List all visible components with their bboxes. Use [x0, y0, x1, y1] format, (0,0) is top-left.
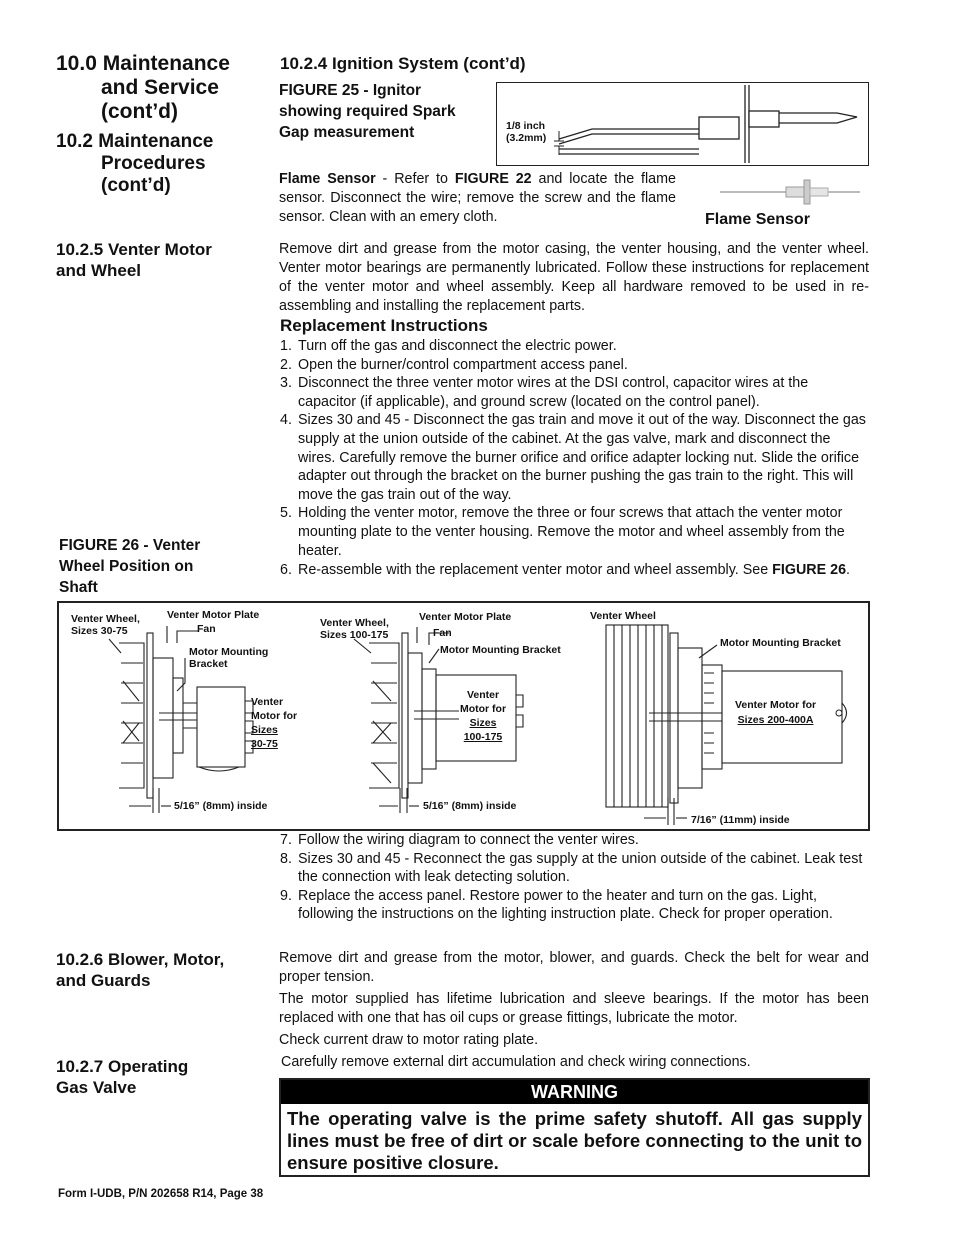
step-number: 3.: [280, 375, 292, 392]
subsection-title-line2: Procedures: [101, 153, 206, 174]
ignitor-drawing: [497, 83, 867, 164]
step-number: 2.: [280, 356, 292, 373]
section-title-line2: and Service: [101, 76, 219, 99]
step-text: Sizes 30 and 45 - Reconnect the gas supply at the union outside of the cabinet. Leak test the connection with leak detecting solution.: [298, 850, 863, 886]
d3-motor-label: [735, 698, 816, 728]
step-item: [280, 356, 870, 375]
venter-intro: Remove dirt and grease from the motor casing, the venter housing, and the venter wheel. Venter motor bearings are permanently lubricated. Follow these instructions for replacement of the venter motor and wheel assembly. Keep all hardware removed to be used in re-assembling and installing the replacement parts.: [279, 241, 869, 314]
step-text: Disconnect the three venter motor wires at the DSI control, capacitor wires at the capacitor (if applicable), and ground screw (located on the control panel).: [298, 375, 809, 410]
subsection-title: [56, 131, 266, 197]
step-number: 9.: [280, 887, 292, 904]
d1-bracket-label-line1: Motor Mounting: [189, 646, 269, 658]
step-text: Sizes 30 and 45 - Disconnect the gas train and move it out of the way. Disconnect the gas supply at the union outside of the cabinet. At the gas valve, mark and disconnect the wires. Carefully remove the burner orifice and orifice adapter locking nut. Slide the orifice adapter out through the bracket on the burner pushing the gas train to the right. This will move the gas train out of the way.: [298, 412, 866, 503]
step-item: [280, 337, 870, 356]
ignitor-figure: [496, 82, 869, 166]
flame-sensor-text2: and locate the flame sensor. Disconnect the wire; remove the screw and the flame sensor. Clean with an emery cloth.: [279, 171, 676, 225]
flame-sensor-text1: - Refer to: [375, 171, 455, 187]
blower-paragraph-3: Check current draw to motor rating plate.: [279, 1032, 539, 1048]
d1-motor-label-line4: 30-75: [251, 738, 278, 750]
step-item: [280, 411, 870, 504]
d1-motor-label-line2: Motor for: [251, 710, 298, 722]
d3-motor-label-line2: Sizes 200-400A: [737, 714, 814, 726]
section-title-line3: (cont’d): [101, 100, 178, 123]
subsection-title-line1: 10.2 Maintenance: [56, 131, 214, 152]
step-text: Holding the venter motor, remove the three or four screws that attach the venter motor mounting plate to the venter housing. Remove the motor and wheel assembly from the heater.: [298, 505, 845, 559]
venter-heading-line1: 10.2.5 Venter Motor: [56, 240, 212, 259]
step-number: 8.: [280, 850, 292, 867]
blower-heading: [56, 949, 266, 991]
replacement-steps-b: [280, 831, 870, 924]
d3-dimension-label: 7/16” (11mm) inside: [691, 814, 790, 826]
d2-motor-label-line2: Motor for: [459, 703, 507, 715]
d3-wheel-label: Venter Wheel: [590, 610, 656, 622]
d1-bracket-label: [189, 646, 268, 670]
replacement-heading: Replacement Instructions: [280, 316, 488, 335]
d2-motor-label: [455, 688, 511, 744]
replacement-steps-a: [280, 337, 870, 560]
flame-sensor-term: Flame Sensor: [279, 171, 376, 187]
d1-motor-label: [251, 695, 297, 751]
d1-plate-label: Venter Motor Plate: [167, 609, 260, 621]
step-number: 5.: [280, 505, 292, 522]
d2-bracket-label: Motor Mounting Bracket: [440, 644, 561, 656]
subsection-title-line3: (cont’d): [101, 175, 171, 196]
flame-sensor-caption: Flame Sensor: [705, 211, 810, 228]
d2-motor-label-line4: 100-175: [463, 731, 503, 743]
d2-motor-label-line1: Venter: [466, 689, 500, 701]
d2-wheel-label: [320, 617, 389, 641]
step-text: Follow the wiring diagram to connect the venter wires.: [298, 832, 639, 848]
section-title-line1: 10.0 Maintenance: [56, 52, 230, 75]
step-6-text: Re-assemble with the replacement venter motor and wheel assembly. See: [298, 562, 773, 578]
section-title: [56, 52, 266, 124]
figure26-caption-line1: FIGURE 26 - Venter: [59, 537, 201, 554]
gap-label-line1: 1/8 inch: [506, 120, 546, 132]
gasvalve-paragraph: Carefully remove external dirt accumulation and check wiring connections.: [281, 1054, 751, 1070]
step-number: 7.: [280, 832, 292, 848]
figure26-caption-line3: Shaft: [59, 579, 98, 596]
figure22-reference: FIGURE 22: [454, 171, 532, 187]
d1-wheel-label: [71, 613, 140, 637]
warning-title: WARNING: [281, 1080, 868, 1104]
flame-sensor-image: [690, 170, 870, 230]
d1-motor-label-line1: Venter: [251, 696, 284, 708]
page-footer: Form I-UDB, P/N 202658 R14, Page 38: [58, 1188, 264, 1200]
step-text: Turn off the gas and disconnect the electric power.: [298, 338, 617, 354]
d3-motor-label-line1: Venter Motor for: [735, 699, 817, 711]
venter-heading-line2: and Wheel: [56, 261, 142, 280]
step-item: [280, 850, 870, 887]
gap-label-line2: (3.2mm): [506, 132, 547, 144]
step-text: Replace the access panel. Restore power to the heater and turn on the gas. Light, following the instructions on the lighting instruction plate. Check for proper operation.: [298, 887, 833, 923]
d1-wheel-label-line1: Venter Wheel,: [71, 613, 140, 625]
blower-paragraph-1: Remove dirt and grease from the motor, blower, and guards. Check the belt for wear and proper tension.: [279, 950, 869, 985]
step-6-end: .: [846, 562, 851, 578]
figure26-reference: FIGURE 26: [772, 562, 847, 578]
d1-bracket-label-line2: Bracket: [189, 658, 228, 670]
venter-wheel-diagram: [57, 601, 870, 831]
d2-wheel-label-line1: Venter Wheel,: [320, 617, 389, 629]
figure25-caption-line1: FIGURE 25 - Ignitor: [279, 82, 422, 99]
step-6-item: [280, 561, 870, 580]
figure25-caption-line2: showing required Spark: [279, 103, 456, 120]
d2-dimension-label: 5/16” (8mm) inside: [423, 800, 517, 812]
d1-wheel-label-line2: Sizes 30-75: [71, 625, 128, 637]
gasvalve-heading-line2: Gas Valve: [56, 1078, 137, 1097]
figure26-caption-line2: Wheel Position on: [59, 558, 194, 575]
figure26-caption: [59, 535, 259, 598]
step-6-number: 6.: [280, 562, 292, 578]
blower-paragraph-2: The motor supplied has lifetime lubrication and sleeve bearings. If the motor has been replaced with one that has oil cups or grease fittings, lubricate the motor.: [279, 991, 869, 1026]
blower-heading-line1: 10.2.6 Blower, Motor,: [56, 950, 225, 969]
step-item: [280, 887, 870, 924]
blower-heading-line2: and Guards: [56, 971, 151, 990]
venter-heading: [56, 239, 266, 281]
warning-box: [279, 1078, 870, 1177]
d2-wheel-label-line2: Sizes 100-175: [320, 629, 389, 641]
d1-dimension-label: 5/16” (8mm) inside: [174, 800, 268, 812]
d1-motor-label-line3: Sizes: [251, 724, 278, 736]
step-item: [280, 374, 870, 411]
step-item: [280, 504, 870, 560]
step-6: [280, 561, 870, 580]
figure25-caption: [279, 80, 489, 143]
gasvalve-heading-line1: 10.2.7 Operating: [56, 1057, 189, 1076]
gasvalve-heading: [56, 1056, 266, 1098]
d3-bracket-label: Motor Mounting Bracket: [720, 637, 841, 649]
flame-sensor-drawing: [690, 170, 870, 210]
ignition-heading: 10.2.4 Ignition System (cont’d): [280, 54, 526, 73]
figure25-caption-line3: Gap measurement: [279, 124, 415, 141]
gap-label: [506, 120, 546, 144]
d1-fan-label: Fan: [197, 623, 216, 635]
flame-sensor-paragraph: [279, 170, 676, 227]
step-text: Open the burner/control compartment access panel.: [298, 356, 628, 373]
d2-plate-label: Venter Motor Plate: [419, 611, 512, 623]
step-number: 4.: [280, 412, 292, 429]
warning-body: The operating valve is the prime safety shutoff. All gas supply lines must be free of dirt or scale before connecting to the unit to ensure positive closure.: [287, 1108, 862, 1173]
step-item: [280, 831, 870, 850]
step-number: 1.: [280, 338, 292, 354]
d2-fan-label: Fan: [433, 627, 452, 639]
d2-motor-label-line3: Sizes: [469, 717, 497, 729]
